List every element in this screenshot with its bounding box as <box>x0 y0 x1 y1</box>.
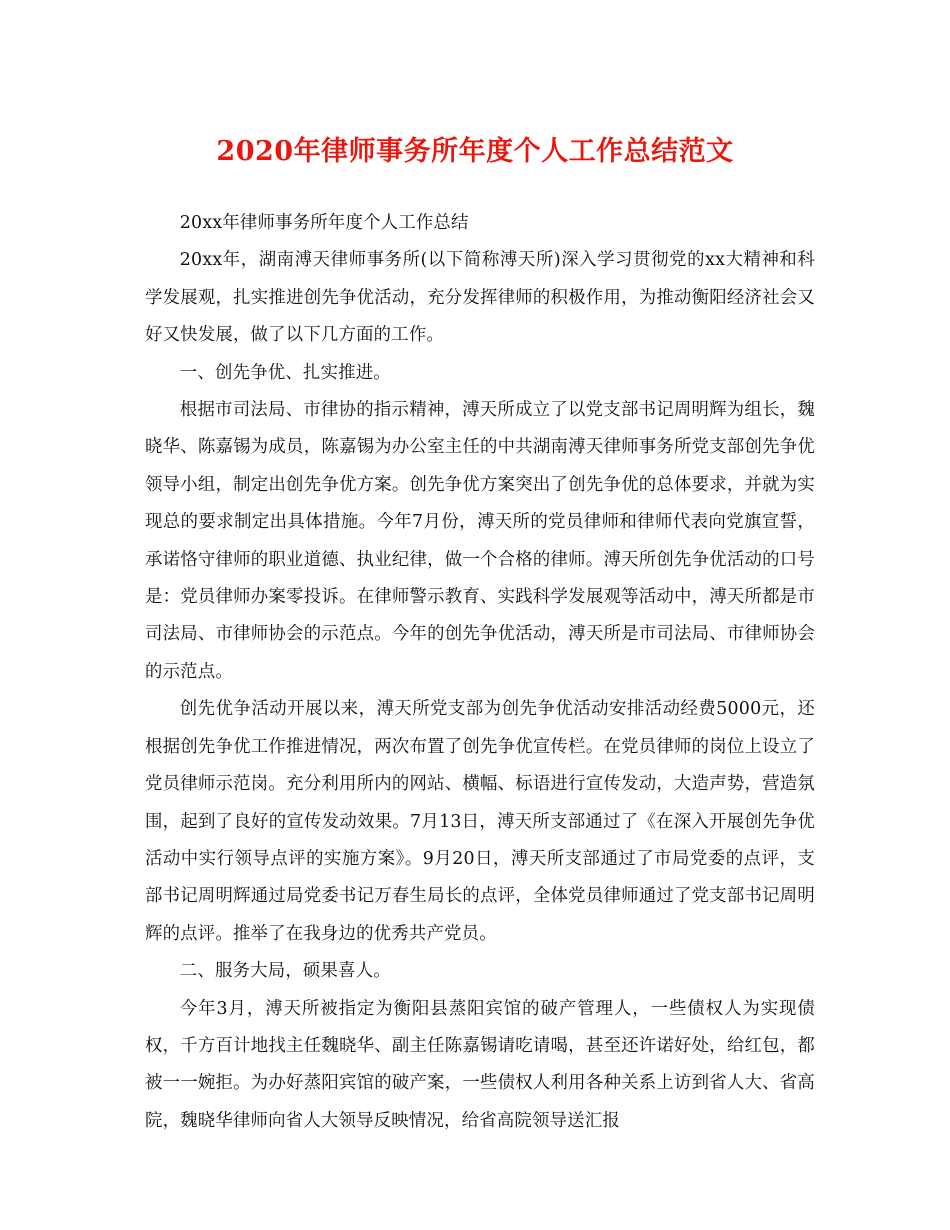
paragraph-intro: 20xx年，湖南溥天律师事务所(以下简称溥天所)深入学习贯彻党的xx大精神和科学发展观，扎实推进创先争优活动，充分发挥律师的积极作用，为推动衡阳经济社会又好又快发展，做了以下几方面的工作。 <box>145 250 815 346</box>
document-title: 2020年律师事务所年度个人工作总结范文 <box>216 136 734 167</box>
paragraph-section-1-a: 根据市司法局、市律协的指示精神，溥天所成立了以党支部书记周明辉为组长，魏晓华、陈嘉锡为成员，陈嘉锡为办公室主任的中共湖南溥天律师事务所党支部创先争优领导小组，制定出创先争优方案。创先争优方案突出了创先争优的总体要求，并就为实现总的要求制定出具体措施。今年7月份，溥天所的党员律师和律师代表向党旗宣誓，承诺恪守律师的职业道德、执业纪律，做一个合格的律师。溥天所创先争优活动的口号是：党员律师办案零投诉。在律师警示教育、实践科学发展观等活动中，溥天所都是市司法局、市律师协会的示范点。今年的创先争优活动，溥天所是市司法局、市律师协会的示范点。 <box>145 400 815 682</box>
section-heading-1: 一、创先争优、扎实推进。 <box>179 362 391 383</box>
paragraph-section-2-a: 今年3月，溥天所被指定为衡阳县蒸阳宾馆的破产管理人，一些债权人为实现债权，千方百计地找主任魏晓华、副主任陈嘉锡请吃请喝，甚至还许诺好处，给红包，都被一一婉拒。为办好蒸阳宾馆的破产案，一些债权人利用各种关系上访到省人大、省高院，魏晓华律师向省人大领导反映情况，给省高院领导送汇报 <box>145 998 815 1131</box>
document-body <box>145 205 815 1140</box>
paragraph-subtitle: 20xx年律师事务所年度个人工作总结 <box>179 213 469 233</box>
section-heading-2: 二、服务大局，硕果喜人。 <box>179 961 391 982</box>
paragraph-section-1-b: 创先优争活动开展以来，溥天所党支部为创先争优活动安排活动经费5000元，还根据创先争优工作推进情况，两次布置了创先争优宣传栏。在党员律师的岗位上设立了党员律师示范岗。充分利用所内的网站、横幅、标语进行宣传发动，大造声势，营造氛围，起到了良好的宣传发动效果。7月13日，溥天所支部通过了《在深入开展创先争优活动中实行领导点评的实施方案》。9月20日，溥天所支部通过了市局党委的点评，支部书记周明辉通过局党委书记万春生局长的点评，全体党员律师通过了党支部书记周明辉的点评。推举了在我身边的优秀共产党员。 <box>145 699 815 944</box>
